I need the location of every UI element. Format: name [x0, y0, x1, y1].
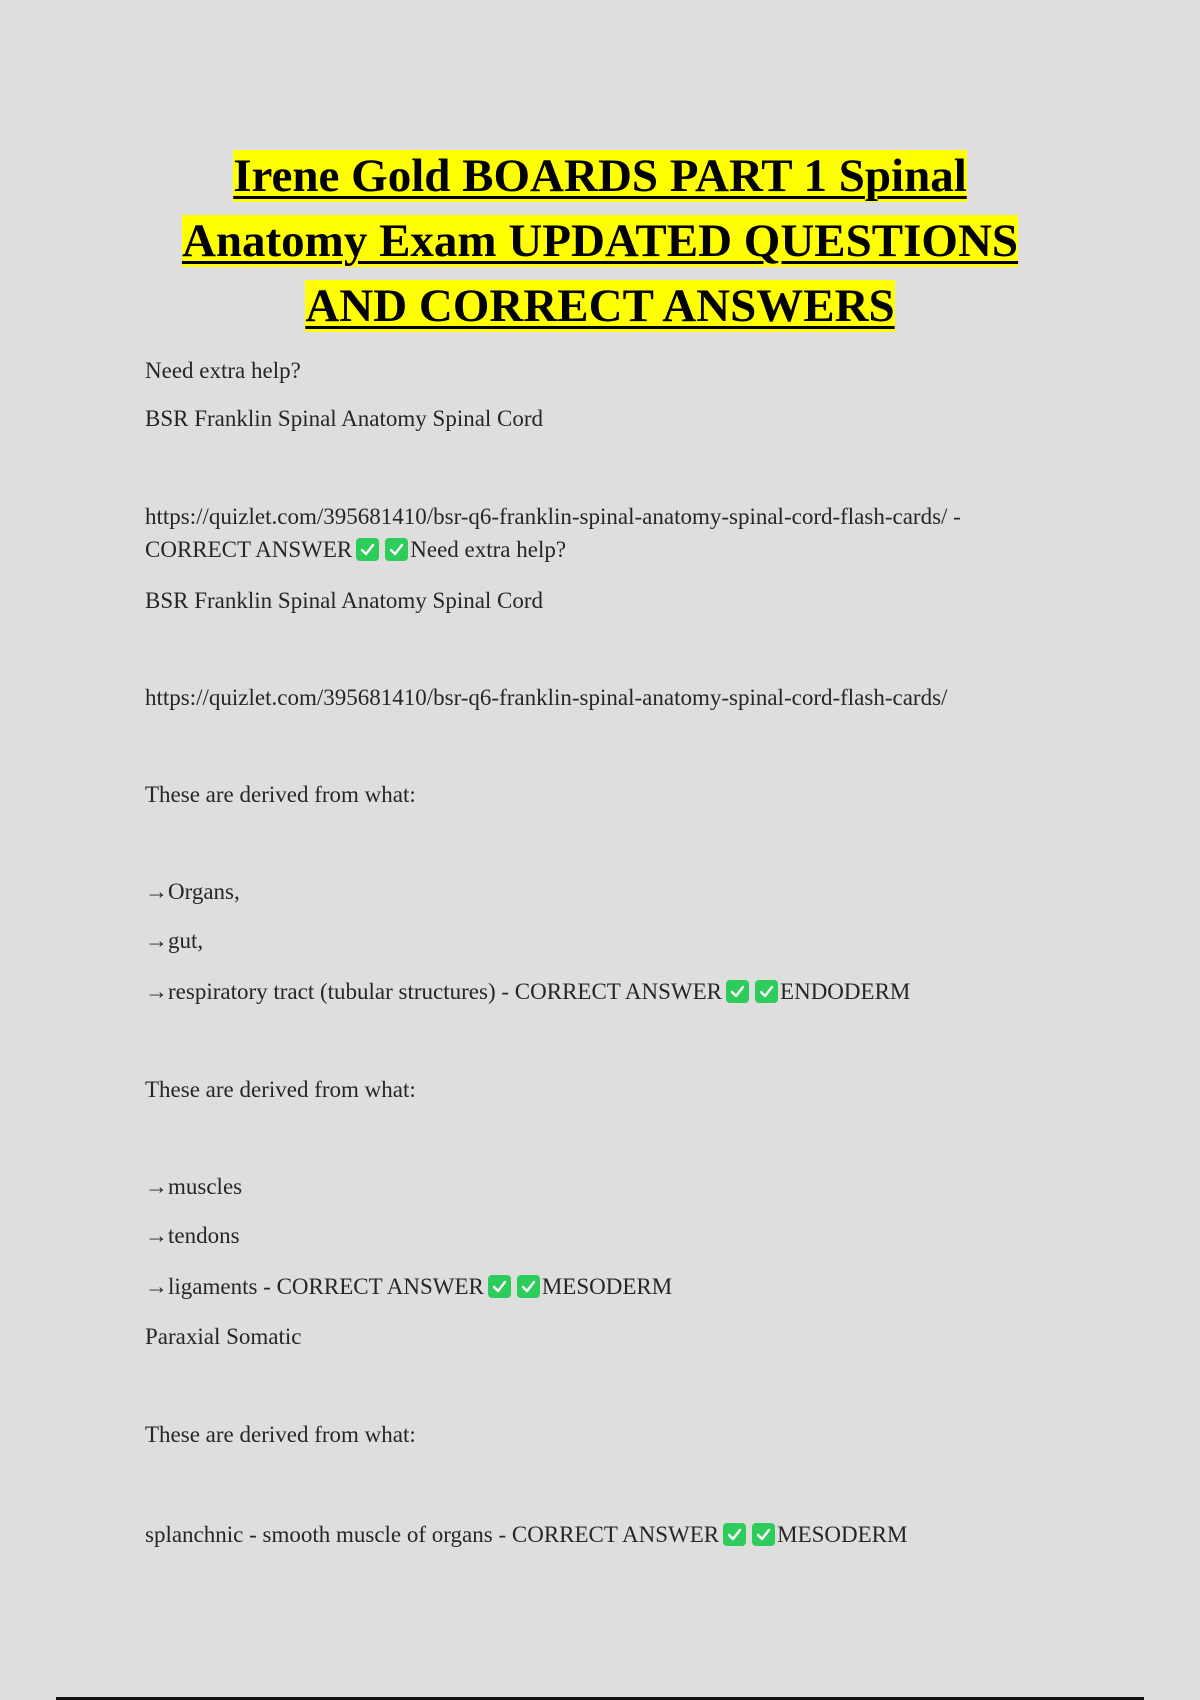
text-line: BSR Franklin Spinal Anatomy Spinal Cord — [145, 588, 544, 613]
answer-label: CORRECT ANSWER — [145, 537, 353, 562]
answer-value: MESODERM — [541, 1274, 673, 1299]
answer-label: →respiratory tract (tubular structures) - CORRECT ANSWER — [145, 979, 723, 1004]
check-mark-icon — [723, 1523, 746, 1546]
answer-label: splanchnic - smooth muscle of organs - CORRECT ANSWER — [145, 1522, 720, 1547]
list-item: →Organs, — [145, 879, 240, 904]
text-line: Paraxial Somatic — [145, 1324, 302, 1349]
document-title — [150, 144, 1050, 339]
answer-value: ENDODERM — [780, 979, 911, 1004]
answer-label: →ligaments - CORRECT ANSWER — [145, 1274, 484, 1299]
title-highlight: Irene Gold BOARDS PART 1 Spinal Anatomy Exam UPDATED QUESTIONS AND CORRECT ANSWERS — [181, 150, 1019, 332]
list-item: →gut, — [145, 928, 204, 953]
link-text: https://quizlet.com/395681410/bsr-q6-franklin-spinal-anatomy-spinal-cord-flash-cards/ - — [145, 504, 961, 529]
check-mark-icon — [385, 538, 408, 561]
question-line: These are derived from what: — [145, 1077, 416, 1102]
answer-line — [145, 533, 566, 567]
answer-value: Need extra help? — [410, 537, 567, 562]
check-mark-icon — [488, 1275, 511, 1298]
link-text: https://quizlet.com/395681410/bsr-q6-franklin-spinal-anatomy-spinal-cord-flash-cards/ — [145, 685, 948, 710]
check-mark-icon — [752, 1523, 775, 1546]
answer-line — [145, 1270, 672, 1304]
text-line: Need extra help? — [145, 358, 301, 383]
check-mark-icon — [726, 980, 749, 1003]
answer-line — [145, 975, 910, 1009]
text-line: BSR Franklin Spinal Anatomy Spinal Cord — [145, 406, 544, 431]
answer-value: MESODERM — [777, 1522, 908, 1547]
list-item: →muscles — [145, 1174, 243, 1199]
check-mark-icon — [356, 538, 379, 561]
list-item: →tendons — [145, 1223, 240, 1248]
question-line: These are derived from what: — [145, 1422, 416, 1447]
question-line: These are derived from what: — [145, 782, 416, 807]
answer-line — [145, 1518, 907, 1552]
check-mark-icon — [517, 1275, 540, 1298]
check-mark-icon — [755, 980, 778, 1003]
